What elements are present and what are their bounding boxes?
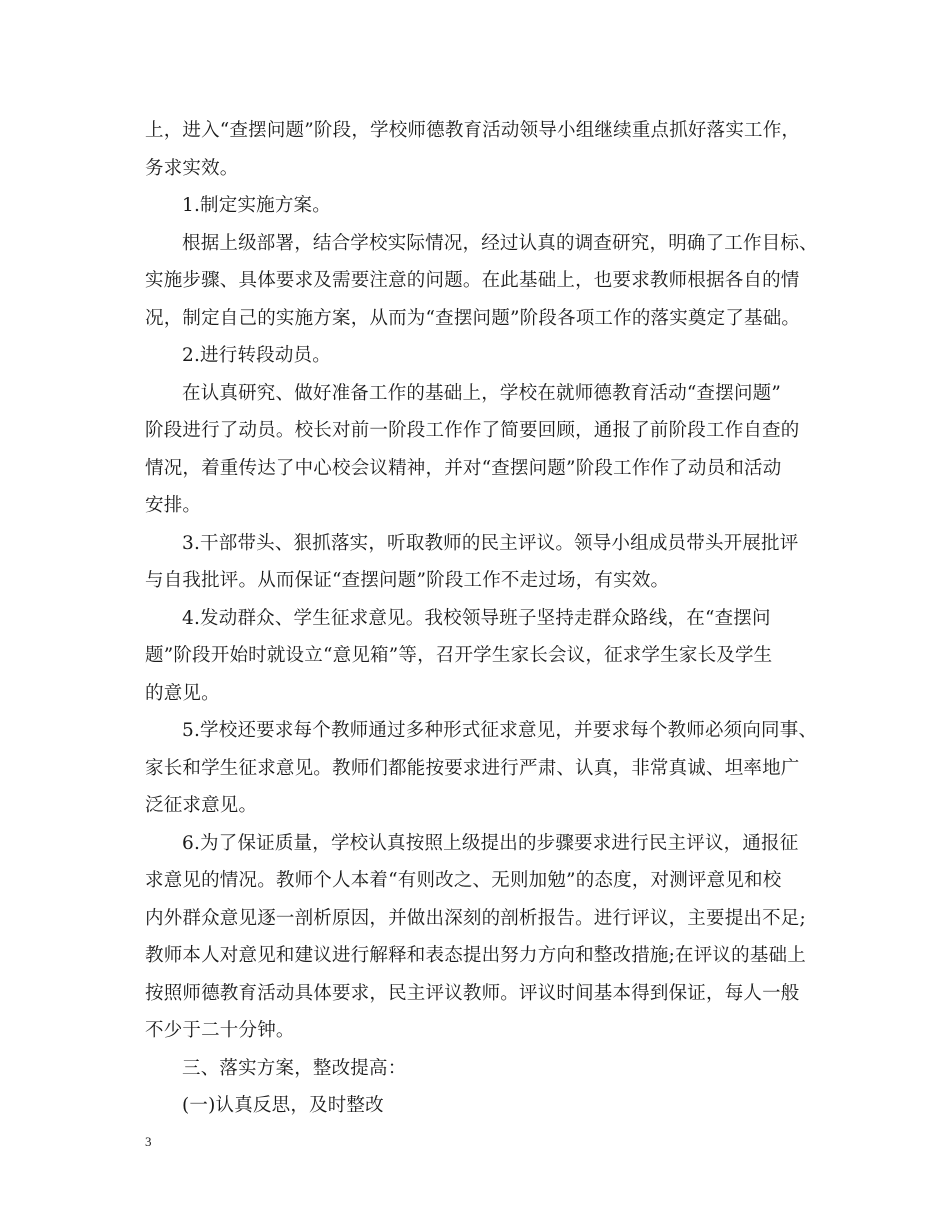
- text-line: 5.学校还要求每个教师通过多种形式征求意见，并要求每个教师必须向同事、: [182, 720, 818, 741]
- text-line: 三、落实方案，整改提高：: [182, 1057, 407, 1079]
- text-line: 在认真研究、做好准备工作的基础上，学校在就师德教育活动“查摆问题”: [182, 382, 782, 404]
- text-line: 实施步骤、具体要求及需要注意的问题。在此基础上，也要求教师根据各自的情: [145, 270, 800, 291]
- text-line: 6.为了保证质量，学校认真按照上级提出的步骤要求进行民主评议，通报征: [182, 832, 799, 854]
- text-line: 阶段进行了动员。校长对前一阶段工作作了简要回顾，通报了前阶段工作自查的: [145, 420, 800, 441]
- text-line: 3.干部带头、狠抓落实，听取教师的民主评议。领导小组成员带头开展批评: [182, 532, 799, 554]
- text-line: 家长和学生征求意见。教师们都能按要求进行严肃、认真，非常真诚、坦率地广: [145, 757, 800, 779]
- text-line: (一)认真反思，及时整改: [182, 1095, 384, 1116]
- text-line: 情况，着重传达了中心校会议精神，并对“查摆问题”阶段工作作了动员和活动: [145, 457, 782, 479]
- text-line: 求意见的情况。教师个人本着“有则改之、无则加勉”的态度，对测评意见和校: [145, 870, 782, 891]
- text-line: 上，进入“查摆问题”阶段，学校师德教育活动领导小组继续重点抓好落实工作，: [145, 120, 801, 141]
- text-line: 泛征求意见。: [145, 795, 258, 816]
- text-line: 1.制定实施方案。: [182, 195, 331, 216]
- text-line: 2.进行转段动员。: [182, 345, 331, 366]
- text-line: 安排。: [145, 495, 202, 516]
- text-line: 的意见。: [145, 682, 220, 704]
- text-line: 按照师德教育活动具体要求，民主评议教师。评议时间基本得到保证，每人一般: [145, 982, 800, 1004]
- text-line: 教师本人对意见和建议进行解释和表态提出努力方向和整改措施;在评议的基础上: [145, 945, 806, 966]
- text-line: 内外群众意见逐一剖析原因，并做出深刻的剖析报告。进行评议，主要提出不足;: [145, 907, 806, 929]
- text-line: 4.发动群众、学生征求意见。我校领导班子坚持走群众路线，在“查摆问: [182, 607, 771, 629]
- document-body: [145, 112, 818, 1125]
- text-line: 不少于二十分钟。: [145, 1020, 295, 1041]
- page-number: 3: [145, 1134, 152, 1149]
- text-line: 题”阶段开始时就设立“意见箱”等，召开学生家长会议，征求学生家长及学生: [145, 645, 773, 666]
- text-line: 务求实效。: [145, 157, 239, 179]
- text-line: 根据上级部署，结合学校实际情况，经过认真的调查研究，明确了工作目标、: [182, 232, 818, 254]
- text-line: 况，制定自己的实施方案，从而为“查摆问题”阶段各项工作的落实奠定了基础。: [145, 307, 801, 329]
- text-line: 与自我批评。从而保证“查摆问题”阶段工作不走过场，有实效。: [145, 570, 670, 591]
